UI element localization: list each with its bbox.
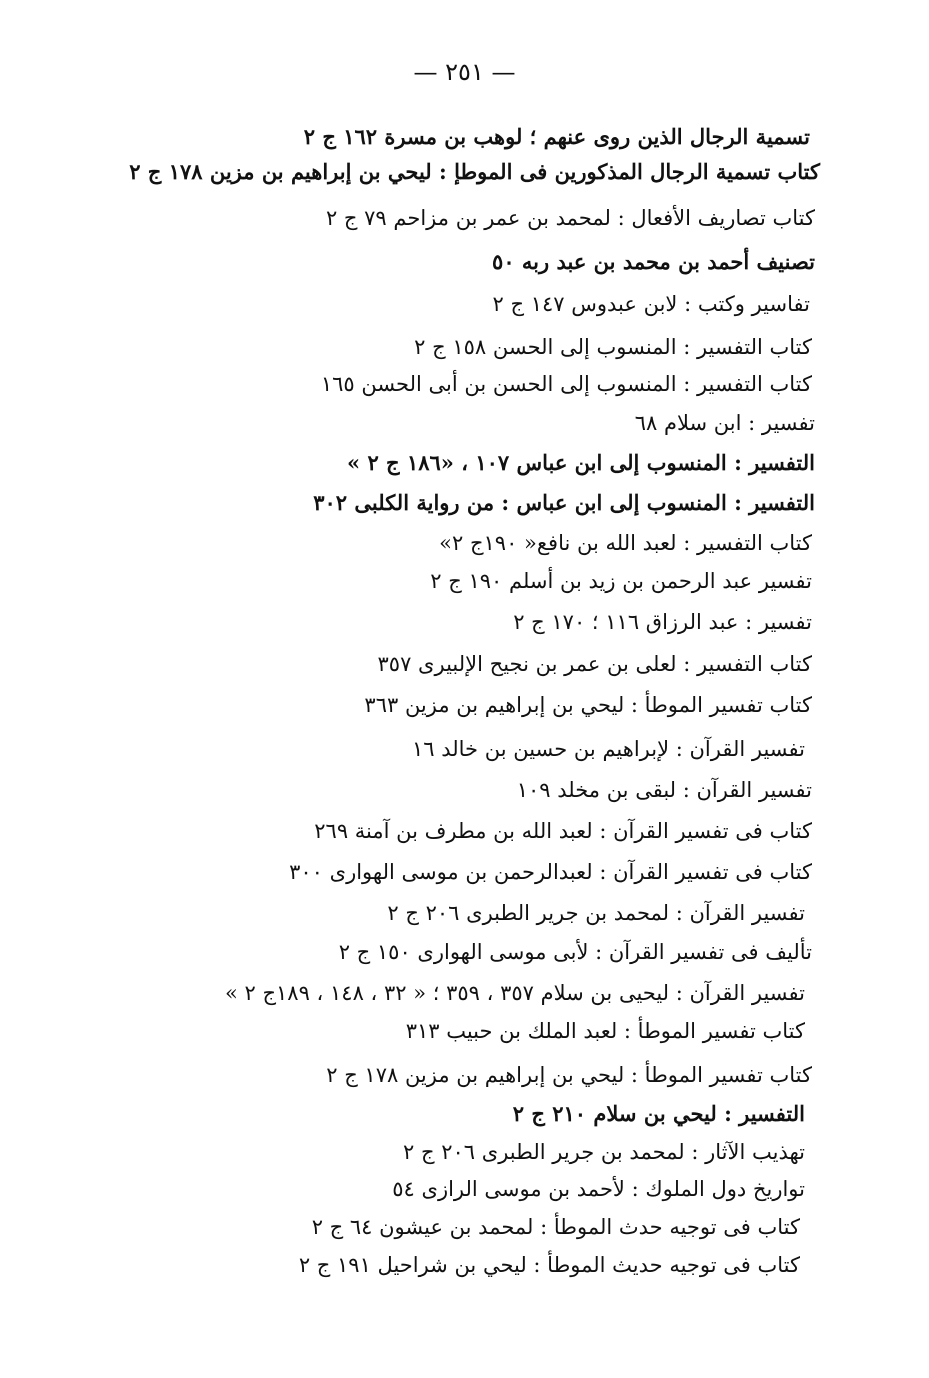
index-entry: كتاب فى تفسير القرآن : لعبد الله بن مطرف بن آمنة ٢٦٩ — [314, 819, 812, 843]
index-entry: تسمية الرجال الذين روى عنهم ؛ لوهب بن مسرة ١٦٢ ج ٢ — [303, 124, 810, 149]
index-entry: تفسير القرآن : لمحمد بن جرير الطبرى ٢٠٦ ج ٢ — [387, 901, 805, 925]
index-entry: كتاب تسمية الرجال المذكورين فى الموطإ : ليحي بن إبراهيم بن مزين ١٧٨ ج ٢ — [129, 159, 820, 184]
page-number: — ٢٥١ — — [413, 58, 516, 86]
index-entry: كتاب تصاريف الأفعال : لمحمد بن عمر بن مزاحم ٧٩ ج ٢ — [325, 206, 815, 230]
index-entry: تفسير : عبد الرزاق ١١٦ ؛ ١٧٠ ج ٢ — [513, 610, 812, 634]
index-entry: كتاب فى تفسير القرآن : لعبدالرحمن بن موسى الهوارى ٣٠٠ — [289, 860, 812, 884]
index-entry: كتاب تفسير الموطأ : ليحي بن إبراهيم بن مزين ٣٦٣ — [364, 693, 812, 717]
index-entry: تفسير : ابن سلام ٦٨ — [634, 411, 815, 435]
index-entry: كتاب فى توجيه حديث الموطأ : ليحي بن شراحيل ١٩١ ج ٢ — [298, 1253, 800, 1277]
index-entry: كتاب التفسير : لعلى بن عمر بن نجيح الإلبيرى ٣٥٧ — [377, 652, 812, 676]
index-entry: تفسير القرآن : لإبراهيم بن حسين بن خالد ١٦ — [412, 737, 805, 761]
index-entry: كتاب تفسير الموطأ : لعبد الملك بن حبيب ٣١٣ — [405, 1019, 805, 1043]
index-entry: التفسير : المنسوب إلى ابن عباس ١٠٧ ، «١٨٦ ج ٢ » — [347, 450, 815, 475]
index-entry: تفسير القرآن : لبقى بن مخلد ١٠٩ — [516, 778, 812, 802]
index-entry: التفسير : المنسوب إلى ابن عباس : من رواية الكلبى ٣٠٢ — [313, 490, 815, 515]
index-entry: كتاب التفسير : لعبد الله بن نافع« ١٩٠ج ٢» — [439, 531, 812, 555]
index-entry: تهذيب الآثار : لمحمد بن جرير الطبرى ٢٠٦ ج ٢ — [403, 1140, 805, 1164]
index-entry: كتاب تفسير الموطأ : ليحي بن إبراهيم بن مزين ١٧٨ ج ٢ — [326, 1063, 812, 1087]
index-entry: تواريخ دول الملوك : لأحمد بن موسى الرازى ٥٤ — [392, 1177, 805, 1201]
index-entry: كتاب فى توجيه حدث الموطأ : لمحمد بن عيشون ٦٤ ج ٢ — [311, 1215, 800, 1239]
index-entry: كتاب التفسير : المنسوب إلى الحسن ١٥٨ ج ٢ — [414, 335, 812, 359]
index-entry: التفسير : ليحي بن سلام ٢١٠ ج ٢ — [512, 1101, 805, 1126]
index-entry: تأليف فى تفسير القرآن : لأبى موسى الهوارى ١٥٠ ج ٢ — [338, 940, 812, 964]
index-entry: تصنيف أحمد بن محمد بن عبد ربه ٥٠ — [492, 249, 815, 274]
index-entry: تفسير عبد الرحمن بن زيد بن أسلم ١٩٠ ج ٢ — [430, 569, 812, 593]
index-entry: تفسير القرآن : ليحيى بن سلام ٣٥٧ ، ٣٥٩ ؛ « ٣٢ ، ١٤٨ ، ١٨٩ج ٢ » — [224, 981, 805, 1005]
index-entry: كتاب التفسير : المنسوب إلى الحسن بن أبى الحسن ١٦٥ — [320, 372, 812, 396]
index-entry: تفاسير وكتب : لابن عبدوس ١٤٧ ج ٢ — [492, 292, 810, 316]
